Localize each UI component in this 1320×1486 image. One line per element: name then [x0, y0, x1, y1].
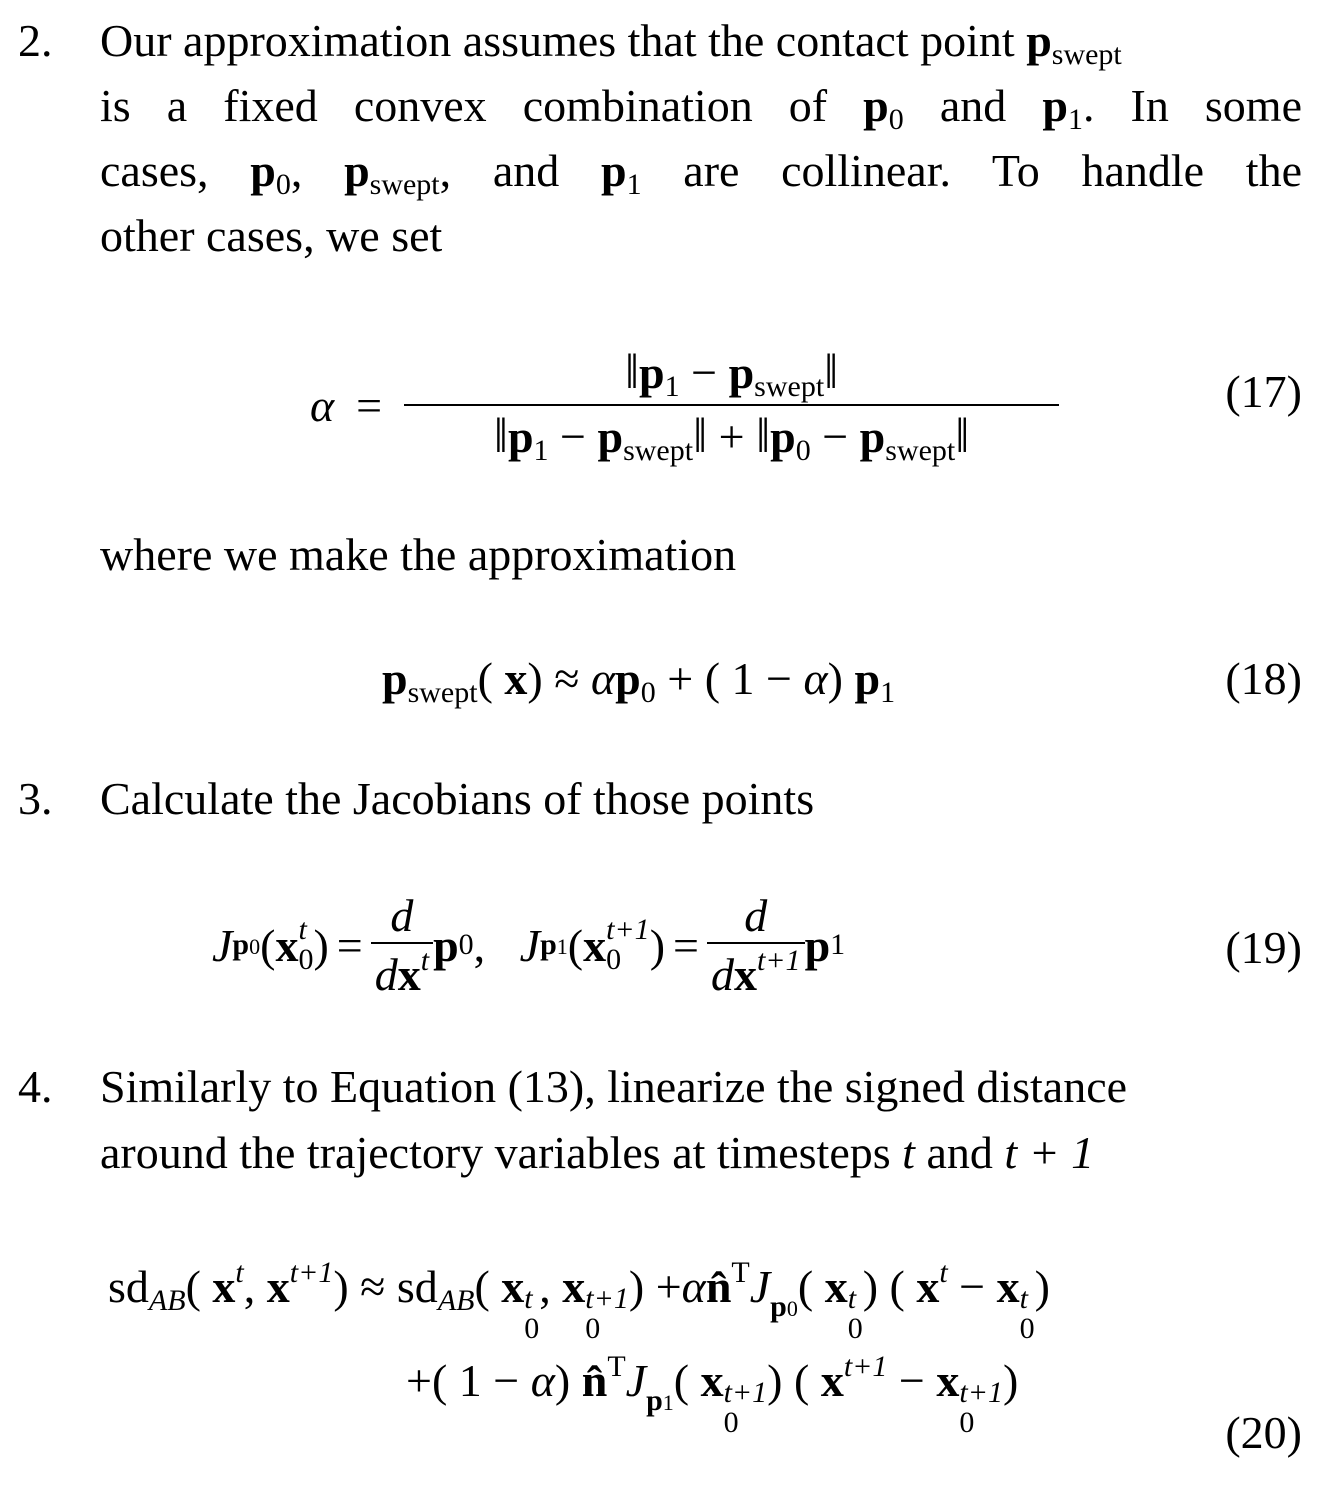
- equals-sign: =: [673, 919, 699, 971]
- p-symbol: p: [232, 928, 250, 961]
- superscript: t: [298, 913, 307, 946]
- subscript: 0: [585, 1312, 601, 1345]
- superscript: t: [1019, 1282, 1028, 1315]
- p-symbol: p: [540, 928, 557, 961]
- subscript: 0: [524, 1312, 540, 1345]
- item-3-text: Calculate the Jacobians of those points: [100, 773, 815, 824]
- equation-17: [310, 330, 1059, 480]
- p-symbol: p: [615, 653, 641, 704]
- equation-18: $p_{swept}$( $x) \approx \alpha p_0$ + ( 1 − α) $p_1$: [382, 653, 896, 709]
- p-symbol: p: [382, 653, 408, 704]
- numerator: d: [390, 890, 414, 941]
- p-symbol: p: [646, 1384, 663, 1417]
- minus-sign: −: [959, 1261, 986, 1312]
- text: and: [926, 1127, 993, 1178]
- plus-sign: +: [667, 653, 694, 704]
- x-symbol: x: [916, 1261, 940, 1312]
- equation-20-line-1: $sd_{AB}$( $x^t$, $x^{t+1}) \approx sd_{AB}$( x t 0 , x t+1 0 ) $+\alpha n̂^TJ_{p0}$( x t 0 ) ( $x^t - x$ t 0 ): [108, 1256, 1050, 1345]
- subscript: swept: [885, 434, 956, 467]
- superscript: t: [524, 1282, 533, 1315]
- jacobian-symbol: J: [519, 919, 541, 971]
- x-symbol: x: [583, 919, 607, 971]
- minus-sign: −: [766, 653, 792, 704]
- equation-19: J p0 ( x t 0 ) = $\frac{d}{dx^t}$ p 0 , J p1 ( x t+1 0 ) = $\frac{d}{dx^{t+1}}$ p 1: [212, 890, 846, 1000]
- p-symbol: p: [433, 919, 459, 971]
- p-symbol: p: [344, 145, 370, 196]
- item-2-line-1: [100, 8, 1302, 74]
- x-symbol: x: [501, 1261, 525, 1312]
- minus-sign: −: [493, 1355, 520, 1406]
- approx-sign: ≈: [554, 653, 580, 704]
- norm-bar: ‖: [624, 343, 640, 399]
- p-symbol: p: [600, 145, 627, 196]
- p-symbol: p: [1026, 15, 1052, 66]
- equals-sign: =: [336, 919, 363, 971]
- superscript: t+1: [723, 1376, 768, 1409]
- subscript: 1: [533, 434, 549, 467]
- list-number-4: 4.: [18, 1061, 53, 1112]
- subscript: swept: [1051, 38, 1122, 71]
- text: cases,: [100, 145, 209, 196]
- text: . In some: [1082, 80, 1303, 131]
- equation-number-17: (17): [1225, 366, 1302, 417]
- where-text: where we make the approximation: [100, 529, 737, 580]
- p-symbol: p: [1042, 80, 1068, 131]
- subscript: 0: [458, 928, 474, 961]
- subscript: 1: [662, 1390, 674, 1415]
- equation-number-20: (20): [1225, 1407, 1302, 1458]
- jacobian-symbol: J: [212, 919, 233, 971]
- p-symbol: p: [250, 145, 276, 196]
- denominator: [404, 404, 1059, 468]
- subscript: 1: [830, 928, 846, 961]
- n-hat-symbol: n̂: [705, 1261, 732, 1312]
- p-symbol: p: [597, 411, 624, 462]
- superscript: t+1: [606, 913, 650, 946]
- n-hat-symbol: n̂: [581, 1355, 608, 1406]
- alpha-symbol: α: [530, 1355, 555, 1406]
- fraction: [404, 342, 1059, 468]
- x-symbol: x: [820, 1355, 844, 1406]
- list-number-2: 2.: [18, 15, 53, 66]
- minus-sign: −: [898, 1355, 925, 1406]
- subscript: 1: [1067, 103, 1083, 136]
- sd-symbol: sd: [108, 1261, 149, 1312]
- equation-number-18: (18): [1225, 653, 1302, 704]
- sd-symbol: sd: [396, 1261, 438, 1312]
- subscript: swept: [407, 676, 478, 709]
- subscript: 0: [249, 934, 261, 959]
- superscript: t+1: [959, 1376, 1003, 1409]
- numerator: d: [744, 890, 768, 941]
- norm-bar: ‖: [693, 407, 708, 463]
- norm-bar: ‖: [756, 407, 771, 463]
- x-symbol: x: [275, 919, 299, 971]
- transpose: T: [607, 1350, 626, 1383]
- subscript: 1: [664, 370, 680, 403]
- list-number-3: 3.: [18, 773, 53, 824]
- superscript: t+1: [843, 1350, 888, 1383]
- minus-sign: −: [691, 347, 718, 398]
- p-symbol: p: [804, 919, 831, 971]
- subscript: 0: [847, 1312, 863, 1345]
- superscript: t+1: [585, 1282, 629, 1315]
- p-symbol: p: [507, 411, 534, 462]
- alpha-symbol: α: [681, 1261, 706, 1312]
- x-symbol: x: [936, 1355, 960, 1406]
- norm-bar: ‖: [824, 343, 839, 399]
- subscript: 1: [880, 676, 896, 709]
- plus-sign: +: [655, 1261, 682, 1312]
- subscript: AB: [437, 1284, 475, 1317]
- text: is a fixed convex combination of: [100, 80, 828, 131]
- subscript: AB: [148, 1284, 186, 1317]
- p-symbol: p: [728, 347, 755, 398]
- superscript: t: [939, 1256, 948, 1289]
- subscript: 0: [723, 1406, 739, 1439]
- subscript: 0: [1019, 1312, 1035, 1345]
- subscript: swept: [369, 168, 440, 201]
- minus-sign: −: [822, 411, 849, 462]
- denominator: [707, 942, 805, 1001]
- alpha-symbol: α: [803, 653, 828, 704]
- item-4-line-1: Similarly to Equation (13), linearize the signed distance: [100, 1061, 1128, 1112]
- item-4-line-2: [100, 1120, 1302, 1186]
- alpha-symbol: α: [310, 379, 335, 431]
- jacobian-symbol: J: [625, 1355, 647, 1406]
- p-symbol: p: [770, 1290, 787, 1323]
- text: around the trajectory variables at timesteps: [100, 1127, 891, 1178]
- fraction: [707, 889, 805, 1001]
- subscript: 0: [888, 103, 904, 136]
- subscript: 0: [795, 434, 811, 467]
- x-symbol: x: [562, 1261, 586, 1312]
- x-symbol: x: [212, 1261, 236, 1312]
- plus-sign: +: [406, 1355, 432, 1406]
- subscript: 0: [606, 943, 622, 976]
- item-2-line-4: other cases, we set: [100, 210, 443, 261]
- x-symbol: x: [733, 949, 757, 1000]
- equation-number-19: (19): [1225, 922, 1302, 973]
- equals-sign: =: [356, 379, 383, 431]
- subscript: 0: [275, 168, 291, 201]
- approx-sign: ≈: [360, 1261, 386, 1312]
- text: and: [939, 80, 1007, 131]
- t-symbol: t: [902, 1127, 915, 1178]
- alpha-symbol: α: [591, 653, 616, 704]
- p-symbol: p: [854, 653, 881, 704]
- text: , and: [439, 145, 560, 196]
- subscript: swept: [623, 434, 694, 467]
- t-plus-1-symbol: t + 1: [1004, 1127, 1095, 1178]
- item-2-line-3: cases, $p_0$, $p_{swept}$, and $p_1$ are collinear. To handle the: [100, 145, 1302, 201]
- d-symbol: d: [374, 949, 398, 1000]
- p-symbol: p: [770, 411, 796, 462]
- superscript: t+1: [289, 1256, 334, 1289]
- p-symbol: p: [863, 80, 889, 131]
- numerator: [404, 342, 1059, 404]
- fraction: [371, 889, 433, 1001]
- item-2-line-2: [100, 73, 1302, 139]
- subscript: 0: [959, 1406, 975, 1439]
- denominator: [371, 942, 433, 1001]
- norm-bar: ‖: [493, 407, 508, 463]
- superscript: t: [847, 1282, 857, 1315]
- superscript: t+1: [756, 944, 801, 977]
- jacobian-symbol: J: [749, 1261, 771, 1312]
- x-symbol: x: [996, 1261, 1020, 1312]
- d-symbol: d: [710, 949, 734, 1000]
- subscript: 0: [786, 1296, 798, 1321]
- subscript: 0: [298, 943, 314, 976]
- text: Our approximation assumes that the contact point: [100, 15, 1015, 66]
- x-symbol: x: [504, 653, 528, 704]
- x-symbol: x: [266, 1261, 290, 1312]
- superscript: t: [420, 944, 430, 977]
- p-symbol: p: [639, 347, 665, 398]
- subscript: 1: [626, 168, 642, 201]
- p-symbol: p: [859, 411, 886, 462]
- norm-bar: ‖: [955, 407, 970, 463]
- subscript: 0: [640, 676, 656, 709]
- plus-sign: +: [718, 411, 745, 462]
- superscript: t: [235, 1256, 244, 1289]
- x-symbol: x: [397, 949, 421, 1000]
- text: are collinear. To handle the: [683, 145, 1302, 196]
- x-symbol: x: [700, 1355, 724, 1406]
- subscript: swept: [754, 370, 825, 403]
- equation-20-line-2: +( 1 − α) $n̂^TJ_{p1}$( x t+1 0 ) ( $x^{t+1} - x$ t+1 0 ): [406, 1350, 1019, 1439]
- subscript: 1: [556, 934, 568, 959]
- minus-sign: −: [560, 411, 586, 462]
- x-symbol: x: [824, 1261, 848, 1312]
- transpose: T: [731, 1256, 750, 1289]
